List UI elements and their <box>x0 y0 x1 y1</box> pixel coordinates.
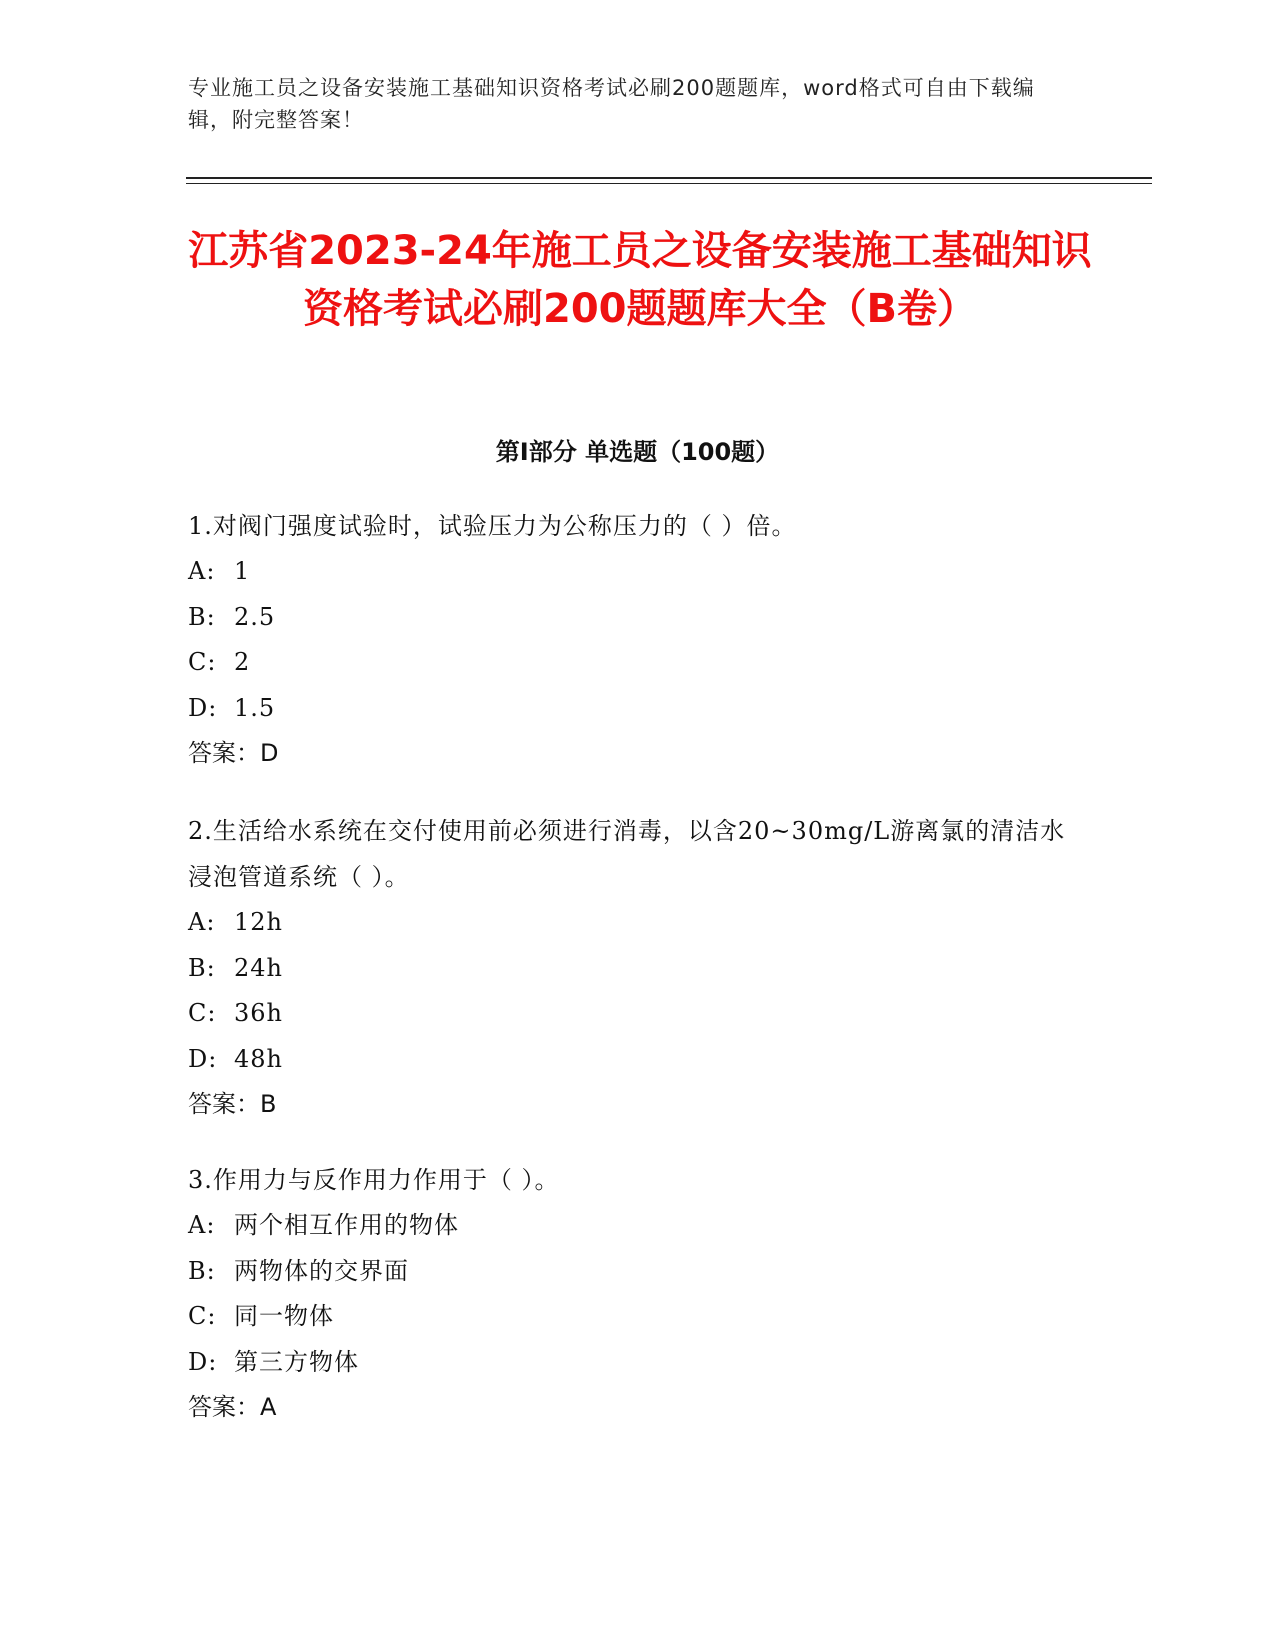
question-stem: 2.生活给水系统在交付使用前必须进行消毒，以含20~30mg/L游离氯的清洁水浸泡管道系统（ ）。 <box>188 817 1066 891</box>
document-header-note: 专业施工员之设备安装施工基础知识资格考试必刷200题题库，word格式可自由下载编辑，附完整答案！ <box>188 76 1035 132</box>
option-label: B: <box>188 602 216 631</box>
option-b <box>188 595 1068 641</box>
option-d <box>188 1037 1068 1083</box>
question-3 <box>188 1157 1068 1431</box>
header-divider-thick <box>186 177 1152 179</box>
option-text: 12h <box>234 908 283 936</box>
question-stem: 1.对阀门强度试验时，试验压力为公称压力的（ ）倍。 <box>188 512 797 540</box>
option-text: 两物体的交界面 <box>234 1256 409 1285</box>
question-stem: 3.作用力与反作用力作用于（ ）。 <box>188 1166 560 1194</box>
option-label: C: <box>188 648 217 676</box>
section-heading: 第Ⅰ部分 单选题（100题） <box>495 438 780 466</box>
option-text: 1 <box>234 557 251 585</box>
answer-text: 答案：A <box>188 1393 277 1421</box>
option-label: D: <box>188 1044 218 1073</box>
option-label: B: <box>188 1256 216 1285</box>
option-b <box>188 1249 1068 1295</box>
option-label: C: <box>188 999 217 1027</box>
option-label: C: <box>188 1302 217 1330</box>
option-c <box>188 991 1068 1037</box>
option-a <box>188 549 1068 595</box>
option-label: D: <box>188 693 218 722</box>
option-c <box>188 640 1068 686</box>
option-text: 第三方物体 <box>234 1347 359 1376</box>
option-label: A: <box>188 908 216 936</box>
option-c <box>188 1294 1068 1340</box>
document-title: 江苏省2023-24年施工员之设备安装施工基础知识资格考试必刷200题题库大全（B卷） <box>188 228 1092 332</box>
option-a <box>188 900 1068 946</box>
question-2 <box>188 808 1068 1128</box>
option-label: A: <box>188 1211 216 1239</box>
option-b <box>188 946 1068 992</box>
option-d <box>188 1340 1068 1386</box>
question-1 <box>188 503 1068 777</box>
option-text: 24h <box>234 953 283 982</box>
header-divider-thin <box>186 183 1152 184</box>
option-text: 同一物体 <box>234 1302 334 1330</box>
option-text: 36h <box>234 999 283 1027</box>
option-label: B: <box>188 953 216 982</box>
option-label: A: <box>188 557 216 585</box>
option-a <box>188 1203 1068 1249</box>
option-text: 2 <box>234 648 251 676</box>
option-label: D: <box>188 1347 218 1376</box>
option-text: 48h <box>234 1044 283 1073</box>
option-text: 两个相互作用的物体 <box>234 1211 459 1239</box>
answer-text: 答案：B <box>188 1090 277 1118</box>
answer-text: 答案：D <box>188 739 279 767</box>
option-d <box>188 686 1068 732</box>
option-text: 2.5 <box>234 602 276 631</box>
option-text: 1.5 <box>234 693 276 722</box>
